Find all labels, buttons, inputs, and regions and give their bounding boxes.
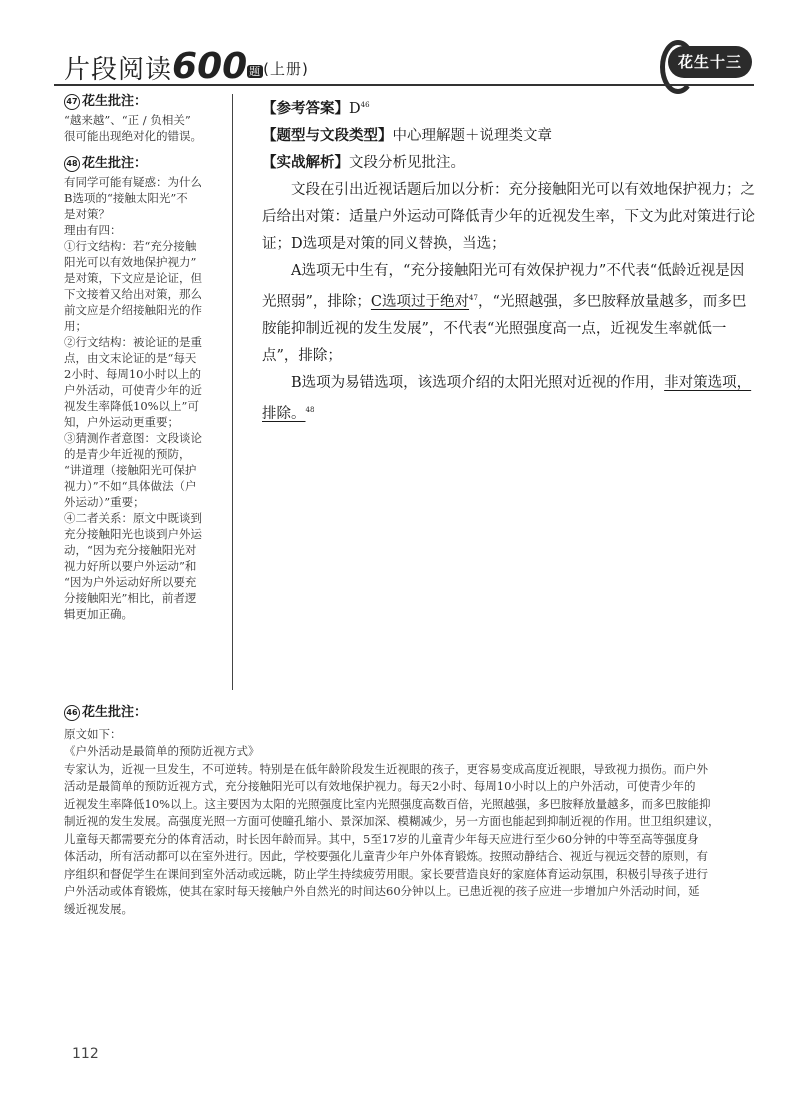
note-line: 阳光可以有效地保护视力” <box>64 255 197 269</box>
note-title: 花生批注： <box>82 156 148 171</box>
note-line: 点，由文末论证的是“每天 <box>64 351 197 365</box>
book-title-unit: 题 <box>249 65 262 78</box>
analysis-value: 文段分析见批注。 <box>349 155 465 171</box>
note-line: “因为户外运动好所以要充 <box>64 575 197 589</box>
note-intro: 原文如下： <box>64 726 122 741</box>
question-type-value: 中心理解题＋说理类文章 <box>392 128 552 144</box>
note-line: 理由有四： <box>64 223 122 237</box>
book-title <box>64 46 309 87</box>
sidebar-note <box>64 94 214 144</box>
note-line: 视发生率降低10%以上”可 <box>64 399 199 413</box>
paragraph-text: ，“光照越强，多巴胺释放量越多，而多巴胺能抑制近视的发生发展”，不代表“光照强度高一点，近视发生率就低一点”，排除； <box>262 294 747 364</box>
book-title-number: 600 <box>172 46 248 87</box>
paragraph: 文段在引出近视话题后加以分析：充分接触阳光可以有效地保护视力；之后给出对策：适量户外运动可降低青少年的近视发生率，下文为此对策进行论证；D选项是对策的同义替换，当选； <box>262 182 755 252</box>
page-number: 112 <box>72 1046 99 1062</box>
note-line: 动，“因为充分接触阳光对 <box>64 543 197 557</box>
note-line: 的是青少年近视的预防， <box>64 447 191 461</box>
note-line: 近视发生率降低10%以上。这主要因为太阳的光照强度比室内光照强度高数百倍，光照越强，多巴胺释放量越多，而多巴胺能抑 <box>64 796 711 811</box>
header-rule <box>54 84 754 86</box>
sidebar-notes <box>64 94 214 634</box>
note-line: 很可能出现绝对化的错误。 <box>64 129 202 143</box>
analysis-label: 【实战解析】 <box>262 155 349 171</box>
logo-text: 花生十三 <box>668 46 752 78</box>
note-line: ②行文结构：被论证的是重 <box>64 335 202 349</box>
note-line: 充分接触阳光也谈到户外运 <box>64 527 202 541</box>
column-divider <box>232 94 233 690</box>
note-line: 专家认为，近视一旦发生，不可逆转。特别是在低年龄阶段发生近视眼的孩子，更容易变成高度近视眼，导致视力损伤。而户外 <box>64 761 708 776</box>
note-ref: 48 <box>305 406 315 414</box>
note-line: ④二者关系：原文中既谈到 <box>64 511 202 525</box>
note-line: 视力）”不如“具体做法（户 <box>64 479 197 493</box>
question-type-label: 【题型与文段类型】 <box>262 128 393 144</box>
note-line: 下文接着又给出对策，那么 <box>64 287 202 301</box>
note-line: 序组织和督促学生在课间到室外活动或远眺，防止学生持续疲劳用眼。家长要营造良好的家庭体育运动氛围，积极引导孩子进行 <box>64 866 708 881</box>
note-line: 辑更加正确。 <box>64 607 133 621</box>
note-line: 是对策？ <box>64 207 110 221</box>
page-header <box>54 40 754 90</box>
note-line: ③猜测作者意图：文段谈论 <box>64 431 202 445</box>
note-line: 用； <box>64 319 87 333</box>
bottom-note <box>64 704 754 918</box>
note-title: 花生批注： <box>82 94 148 109</box>
paragraph-text: B选项为易错选项，该选项介绍的太阳光照对近视的作用， <box>291 375 665 391</box>
note-line: B选项的“接触太阳光”不 <box>64 191 188 205</box>
note-line: 2小时、每周10小时以上的 <box>64 367 201 381</box>
paragraph <box>262 258 756 370</box>
underlined-text: C选项过于绝对 <box>370 294 470 310</box>
note-line: “讲道理（接触阳光可保护 <box>64 463 197 477</box>
note-line: 外运动）”重要； <box>64 495 145 509</box>
paragraph-text: A选项无中生有，“充分接触阳光可有效保护视力”不代表“低龄近视是因光照弱”，排除； <box>262 263 745 310</box>
note-line: 分接触阳光”相比，前者逻 <box>64 591 197 605</box>
underlined-text: 非对策选项，排除。 <box>262 375 752 422</box>
question-type-line <box>262 123 756 150</box>
answer-value: D <box>349 101 361 117</box>
note-line: 活动是最简单的预防近视方式，充分接触阳光可以有效地保护视力。每天2小时、每周10小时以上的户外活动，可使青少年的 <box>64 779 696 793</box>
book-title-prefix: 片段阅读 <box>64 55 173 85</box>
note-ref: 47 <box>469 294 478 302</box>
answer-label: 【参考答案】 <box>262 101 349 117</box>
note-line: 缓近视发展。 <box>64 901 133 916</box>
note-line: 体活动，所有活动都可以在室外进行。因此，学校要强化儿童青少年户外体育锻炼。按照动静结合、视近与视远交替的原则，有 <box>64 849 708 863</box>
note-number-icon: 46 <box>64 705 80 721</box>
answer-line <box>262 92 756 123</box>
note-heading <box>64 94 214 110</box>
note-number-icon: 47 <box>64 94 80 110</box>
note-line: 儿童每天都需要充分的体育活动，时长因年龄而异。其中，5至17岁的儿童青少年每天应进行至少60分钟的中等至高等强度身 <box>64 831 699 846</box>
analysis-line <box>262 150 756 177</box>
note-heading <box>64 156 214 172</box>
note-line: 户外活动，可使青少年的近 <box>64 383 202 397</box>
note-line: 知，户外运动更重要； <box>64 415 179 429</box>
note-line: 视力好所以要户外运动”和 <box>64 559 197 573</box>
brand-logo <box>660 40 756 86</box>
note-heading <box>64 704 754 722</box>
book-title-volume: (上册) <box>263 60 309 78</box>
note-line: 前文应是介绍接触阳光的作 <box>64 303 202 317</box>
note-ref: 46 <box>360 101 370 109</box>
note-line: 是对策，下文应是论证，但 <box>64 271 202 285</box>
note-number-icon: 48 <box>64 156 80 172</box>
paragraph <box>262 370 756 428</box>
note-line: ①行文结构：若“充分接触 <box>64 239 197 253</box>
note-title: 花生批注： <box>82 705 148 720</box>
note-line: 有同学可能有疑惑：为什么 <box>64 175 202 189</box>
sidebar-note <box>64 156 214 622</box>
note-line: 户外活动或体育锻炼，使其在家时每天接触户外自然光的时间达60分钟以上。已患近视的孩子应进一步增加户外活动时间，延 <box>64 884 700 898</box>
source-title: 《户外活动是最简单的预防近视方式》 <box>64 744 260 758</box>
note-line: 制近视的发生发展。高强度光照一方面可使瞳孔缩小、景深加深、模糊减少，另一方面也能起到抑制近视的作用。世卫组织建议， <box>64 814 720 828</box>
note-line: “越来越”、“正 / 负相关” <box>64 113 191 127</box>
main-content <box>262 92 756 428</box>
